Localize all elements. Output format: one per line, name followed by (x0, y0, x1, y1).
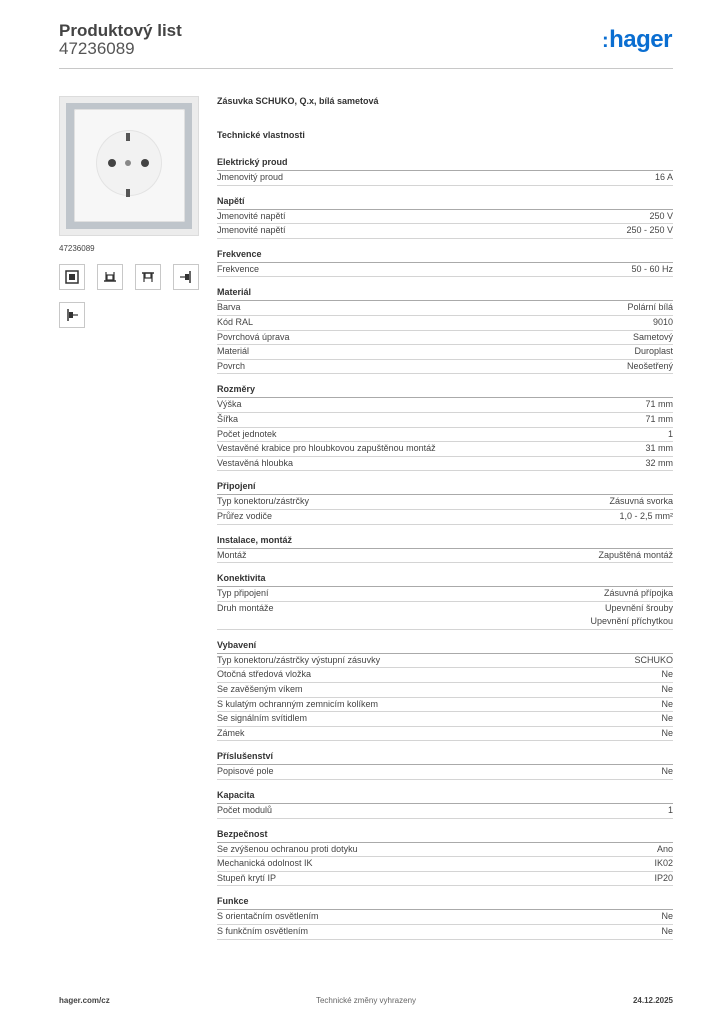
spec-value-line: 31 mm (645, 443, 673, 454)
spec-value (668, 428, 673, 442)
spec-label: Materiál (217, 346, 250, 357)
image-caption: 47236089 (59, 244, 95, 253)
spec-value (627, 360, 673, 374)
spec-section (217, 790, 673, 819)
spec-label: Kód RAL (217, 316, 254, 327)
section-title: Připojení (217, 481, 673, 495)
spec-label: Barva (217, 302, 241, 313)
spec-label: Druh montáže (217, 602, 274, 613)
spec-value-line: 1 (667, 428, 673, 439)
spec-value-line: 9010 (652, 316, 673, 327)
spec-label: Popisové pole (217, 766, 274, 777)
spec-label: S orientačním osvětlením (217, 911, 319, 922)
logo-text: hager (609, 26, 672, 53)
section-title: Funkce (217, 896, 673, 910)
spec-label: Výška (217, 399, 242, 410)
spec-section (217, 287, 673, 374)
spec-value (590, 602, 673, 629)
spec-row (217, 224, 673, 239)
spec-value-line: Ano (656, 843, 673, 854)
spec-value (661, 698, 673, 712)
logo-dots-icon: : (601, 30, 609, 52)
spec-value-line: Ne (661, 926, 673, 936)
spec-label: Se zavěšeným víkem (217, 684, 303, 695)
spec-section (217, 196, 673, 239)
spec-value-line: 250 - 250 V (626, 225, 673, 236)
spec-value-line: 71 mm (645, 413, 673, 424)
spec-value-line: Ne (661, 669, 673, 680)
spec-value-line: Ne (661, 684, 673, 695)
page-header (59, 20, 673, 69)
spec-value-line: 1 (667, 805, 673, 816)
spec-value (598, 549, 673, 563)
spec-content (217, 96, 673, 950)
section-title: Instalace, montáž (217, 535, 673, 549)
spec-value (645, 398, 673, 412)
spec-row (217, 925, 673, 940)
spec-value-line: IP20 (654, 872, 673, 883)
spec-row (217, 457, 673, 472)
spec-section (217, 481, 673, 524)
spec-label: Typ konektoru/zástrčky výstupní zásuvky (217, 654, 381, 665)
spec-value-line: 1,0 - 2,5 mm² (619, 510, 673, 521)
spec-row (217, 843, 673, 858)
spec-label: Typ připojení (217, 588, 269, 599)
footer-disclaimer: Technické změny vyhrazeny (315, 996, 417, 1005)
spec-row (217, 549, 673, 564)
product-number: 47236089 (59, 39, 135, 58)
spec-row (217, 765, 673, 780)
earth-clip-bottom-icon (126, 189, 130, 197)
spec-value (661, 683, 673, 697)
section-title: Kapacita (217, 790, 673, 804)
spec-label: Zámek (217, 727, 245, 738)
spec-row (217, 331, 673, 346)
spec-row (217, 668, 673, 683)
section-title: Elektrický proud (217, 157, 673, 171)
spec-label: Typ konektoru/zástrčky (217, 496, 310, 507)
spec-row (217, 698, 673, 713)
spec-section (217, 157, 673, 186)
section-title: Napětí (217, 196, 673, 210)
spec-label: Šířka (217, 413, 239, 424)
spec-row (217, 872, 673, 887)
spec-row (217, 442, 673, 457)
section-title: Rozměry (217, 384, 673, 398)
spec-label: Jmenovitý proud (217, 172, 284, 182)
spec-value-line: Upevnění šrouby (604, 602, 673, 613)
spec-row (217, 495, 673, 510)
tech-heading: Technické vlastnosti (217, 130, 305, 140)
product-image (59, 96, 199, 236)
spec-value (619, 510, 673, 524)
spec-value-line: Upevnění příchytkou (590, 616, 673, 627)
page-title: Produktový list (59, 21, 182, 40)
spec-section (217, 573, 673, 630)
spec-value-line: Ne (661, 713, 673, 724)
spec-row (217, 602, 673, 630)
spec-value (633, 331, 673, 345)
spec-label: Počet jednotek (217, 428, 277, 439)
spec-value (631, 263, 673, 277)
spec-value (661, 712, 673, 726)
section-title: Příslušenství (217, 751, 673, 765)
spec-row (217, 587, 673, 602)
spec-value-line: 16 A (654, 172, 673, 182)
spec-section (217, 896, 673, 939)
spec-row (217, 910, 673, 925)
spec-section (217, 249, 673, 278)
product-name: Zásuvka SCHUKO, Q.x, bílá sametová (217, 96, 379, 106)
section-title: Bezpečnost (217, 829, 673, 843)
spec-value (655, 171, 673, 185)
spec-section (217, 384, 673, 471)
spec-row (217, 413, 673, 428)
spec-value (645, 442, 673, 456)
spec-value (661, 910, 673, 924)
spec-value-line: 71 mm (645, 399, 673, 410)
spec-section (217, 751, 673, 780)
spec-row (217, 171, 673, 186)
spec-value (654, 872, 673, 886)
spec-row (217, 510, 673, 525)
spec-value-line: Sametový (632, 331, 673, 342)
spec-label: Jmenovité napětí (217, 210, 286, 221)
spec-value (609, 495, 673, 509)
spec-row (217, 210, 673, 225)
spec-value (657, 843, 673, 857)
spec-row (217, 727, 673, 742)
plug-insert-icon[interactable] (173, 264, 199, 290)
hager-logo[interactable] (602, 26, 672, 54)
spec-value-line: Duroplast (634, 346, 673, 357)
spec-section (217, 535, 673, 564)
spec-row (217, 263, 673, 278)
spec-label: Mechanická odolnost IK (217, 858, 313, 869)
spec-row (217, 398, 673, 413)
spec-label: Stupeň krytí IP (217, 872, 277, 883)
spec-label: Povrchová úprava (217, 331, 290, 342)
spec-label: Jmenovité napětí (217, 225, 286, 236)
footer-website[interactable]: hager.com/cz (59, 996, 110, 1005)
spec-value-line: Ne (661, 727, 673, 738)
spec-value-line: Ne (661, 766, 673, 777)
spec-value (661, 727, 673, 741)
spec-value-line: Zapuštěná montáž (598, 549, 673, 560)
spec-label: S funkčním osvětlením (217, 926, 309, 936)
pin-hole-right-icon (141, 159, 149, 167)
spec-value (661, 925, 673, 939)
spec-value (634, 345, 673, 359)
spec-value (661, 668, 673, 682)
spec-row (217, 360, 673, 375)
spec-label: Povrch (217, 360, 246, 371)
spec-row (217, 301, 673, 316)
connection-terminal-icon[interactable] (97, 264, 123, 290)
spec-value-line: 50 - 60 Hz (631, 263, 673, 274)
spec-value-line: Neošetřený (626, 360, 673, 371)
spec-value-line: 250 V (649, 210, 673, 221)
spec-label: Počet modulů (217, 805, 273, 816)
earth-clip-top-icon (126, 133, 130, 141)
spec-row (217, 712, 673, 727)
spec-label: Montáž (217, 549, 247, 560)
spec-label: Otočná středová vložka (217, 669, 312, 680)
spec-row (217, 804, 673, 819)
spec-value-line: Zásuvná přípojka (603, 588, 673, 599)
spec-value-line: IK02 (654, 858, 673, 869)
spec-value-line: Polární bílá (627, 302, 673, 313)
spec-value (634, 654, 673, 668)
spec-row (217, 683, 673, 698)
plug-side-icon[interactable] (59, 302, 85, 328)
spec-section (217, 829, 673, 887)
surface-mount-icon[interactable] (59, 264, 85, 290)
spec-value (604, 587, 673, 601)
spec-value (645, 457, 673, 471)
spec-value-line: Ne (661, 911, 673, 922)
spec-value-line: 32 mm (645, 457, 673, 468)
spec-sections (217, 157, 673, 940)
wall-box-icon[interactable] (135, 264, 161, 290)
spec-label: Vestavěné krabice pro hloubkovou zapuštěnou montáž (217, 443, 436, 454)
section-title: Materiál (217, 287, 673, 301)
spec-label: S kulatým ochranným zemnicím kolíkem (217, 698, 379, 709)
spec-value (649, 210, 673, 224)
spec-section (217, 640, 673, 742)
spec-row (217, 345, 673, 360)
spec-value (626, 224, 673, 238)
spec-value (653, 316, 673, 330)
footer-date: 24.12.2025 (632, 996, 673, 1005)
spec-value (668, 804, 673, 818)
spec-value (654, 857, 673, 871)
section-title: Konektivita (217, 573, 673, 587)
section-title: Vybavení (217, 640, 673, 654)
spec-value (645, 413, 673, 427)
spec-value (661, 765, 673, 779)
spec-row (217, 428, 673, 443)
pin-hole-left-icon (108, 159, 116, 167)
spec-value-line: Zásuvná svorka (609, 496, 673, 507)
spec-value (627, 301, 673, 315)
spec-label: Vestavěná hloubka (217, 457, 294, 468)
spec-row (217, 316, 673, 331)
spec-label: Frekvence (217, 263, 260, 274)
spec-value-line: SCHUKO (634, 654, 673, 665)
spec-value-line: Ne (661, 698, 673, 709)
spec-row (217, 654, 673, 669)
center-mark-icon (125, 160, 131, 166)
spec-row (217, 857, 673, 872)
spec-label: Se signálním svítidlem (217, 713, 308, 724)
section-title: Frekvence (217, 249, 673, 263)
spec-label: Se zvýšenou ochranou proti dotyku (217, 843, 358, 854)
spec-label: Průřez vodiče (217, 510, 273, 521)
